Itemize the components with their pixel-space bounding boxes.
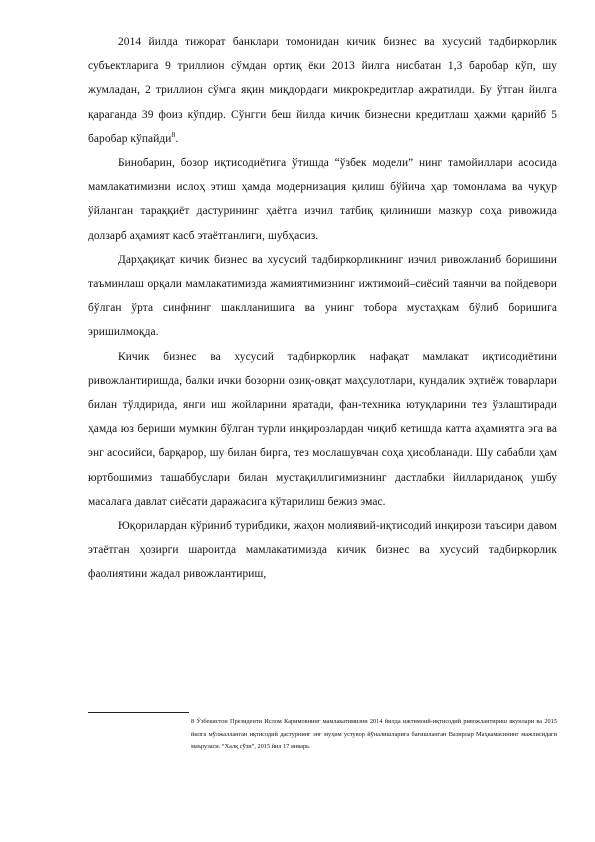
paragraph-1 <box>88 30 557 151</box>
paragraph-4: Кичик бизнес ва хусусий тадбиркорлик нафақат мамлакат иқтисодиётини ривожлантиришда, балки ички бозорни озиқ-овқат маҳсулотлари, кундалик эҳтиёж товарлари билан тўлдирида, янги иш жойларини яратади, фан-техника ютуқларини тез ўзлаштиради ҳамда юз бериши мумкин бўлган турли инқирозлардан чиқиб кетишда катта аҳамиятга эга ва энг асосийси, барқарор, шу билан бирга, тез мослашувчан соҳа ҳисобланади. Шу сабабли ҳам юртбошимиз ташаббуслари билан мустақиллигимизнинг дастлабки йиллариданоқ ушбу масалага давлат сиёсати даражасига кўтарилиш бежиз эмас. <box>88 350 557 508</box>
footnote-separator <box>88 712 189 713</box>
paragraph-2: Бинобарин, бозор иқтисодиётига ўтишда “ўзбек модели” нинг тамойиллари асосида мамлакатимизни ислоҳ этиш ҳамда модернизация қилиш бўйича ҳар томонлама ва чуқур ўйланган тараққиёт дастурининг ҳаётга изчил татбиқ қилиниши мазкур соҳа ривожида долзарб аҳамият касб этаётганлиги, шубҳасиз. <box>88 157 557 242</box>
paragraph-3: Дарҳақиқат кичик бизнес ва хусусий тадбиркорликнинг изчил ривожланиб боришини таъминлаш орқали мамлакатимизда жамиятимизнинг ижтимоий–сиёсий таянчи ва пойдевори бўлган ўрта синфнинг шаклланишига ва унинг тобора мустаҳкам бўлиб боришига эришилмоқда. <box>88 253 557 339</box>
body-text <box>88 30 557 587</box>
paragraph-1-text: 2014 йилда тижорат банклари томонидан кичик бизнес ва хусусий тадбиркорлик субъектларига 9 триллион сўмдан ортиқ ёки 2013 йилга нисбатан 1,3 баробар кўп, шу жумладан, 2 триллион сўмга яқин миқдордаги микрокредитлар ажратилди. Бу ўтган йилга қараганда 39 фоиз кўпдир. Сўнгги беш йилда кичик бизнесни кредитлаш ҳажми қарийб 5 баробар кўпайди <box>88 36 557 145</box>
paragraph-5: Юқорилардан кўриниб турибдики, жаҳон молиявий-иқтисодий инқирози таъсири давом этаётган ҳозирги шароитда мамлакатимизда кичик бизнес ва хусусий тадбиркорлик фаолиятини жадал ривожлантириш, <box>88 520 557 581</box>
footnote-text: Ўзбекистон Президенти Ислом Каримовнинг мамлакатимизни 2014 йилда ижтимоий-иқтисодий ривожлантириш якунлари ва 2015 йилга мўлжалланган иқтисодий дастурнинг энг муҳим устувор йўналишларига бағишланган Вазирлар Маҳкамасининг мажлисидаги маърузаси. “Халқ сўзи”, 2015 йил 17 январь. <box>191 718 557 751</box>
footnote-number: 8 <box>191 718 195 725</box>
paragraph-1-tail: . <box>175 132 179 145</box>
footnote <box>191 716 557 754</box>
footnote-reference[interactable]: 8 <box>171 130 176 140</box>
